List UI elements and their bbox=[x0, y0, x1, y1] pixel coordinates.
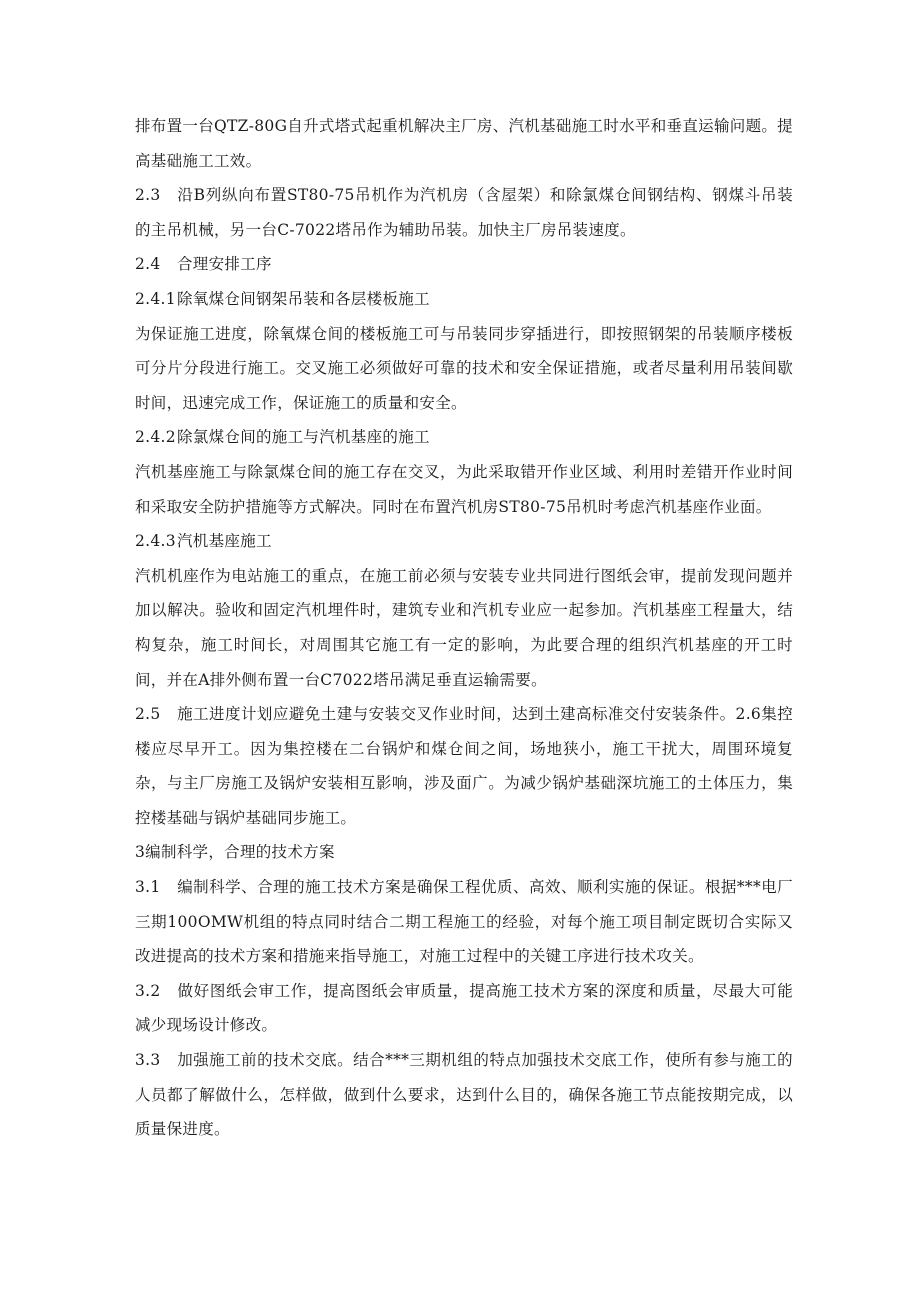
paragraph-text: 做好图纸会审工作，提高图纸会审质量，提高施工技术方案的深度和质量，尽最大可能减少现场设计修改。 bbox=[135, 981, 793, 1035]
section-number: 2.4 bbox=[135, 255, 161, 274]
paragraph-text: 编制科学、合理的施工技术方案是确保工程优质、高效、顺利实施的保证。根据***电厂三期100OMW机组的特点同时结合二期工程施工的经验，对每个施工项目制定既切合实际又改进提高的技术方案和措施来指导施工，对施工过程中的关键工序进行技术攻关。 bbox=[135, 878, 793, 966]
paragraph-2-5 bbox=[135, 697, 793, 835]
section-number: 3.1 bbox=[135, 878, 161, 897]
paragraph-text: 为保证施工进度，除氧煤仓间的楼板施工可与吊装同步穿插进行，即按照钢架的吊装顺序楼板可分片分段进行施工。交叉施工必须做好可靠的技术和安全保证措施，或者尽量利用吊装间歇时间，迅速完成工作，保证施工的质量和安全。 bbox=[135, 324, 793, 412]
heading-text: 除氧煤仓间钢架吊装和各层楼板施工 bbox=[177, 289, 430, 308]
heading-2-4-2 bbox=[135, 420, 793, 455]
heading-text: 3编制科学，合理的技术方案 bbox=[135, 843, 335, 862]
paragraph-text: 加强施工前的技术交底。结合***三期机组的特点加强技术交底工作，使所有参与施工的人员都了解做什么，怎样做，做到什么要求，达到什么目的，确保各施工节点能按期完成，以质量保进度。 bbox=[135, 1051, 793, 1139]
heading-text: 合理安排工序 bbox=[177, 255, 272, 274]
section-number: 2.4.2 bbox=[135, 428, 176, 447]
section-number: 2.4.3 bbox=[135, 532, 176, 551]
section-number: 2.3 bbox=[135, 186, 161, 205]
heading-2-4-3 bbox=[135, 524, 793, 559]
paragraph-3-2 bbox=[135, 974, 793, 1043]
paragraph-text: 施工进度计划应避免土建与安装交叉作业时间，达到土建高标准交付安装条件。2.6集控楼应尽早开工。因为集控楼在二台锅炉和煤仓间之间，场地狭小，施工干扰大，周围环境复杂，与主厂房施工及锅炉安装相互影响，涉及面广。为减少锅炉基础深坑施工的土体压力，集控楼基础与锅炉基础同步施工。 bbox=[135, 705, 793, 827]
paragraph-text: 排布置一台QTZ-80G自升式塔式起重机解决主厂房、汽机基础施工时水平和垂直运输问题。提高基础施工工效。 bbox=[135, 117, 793, 170]
heading-3 bbox=[135, 835, 793, 870]
heading-2-4 bbox=[135, 247, 793, 282]
paragraph-2-4-1-body bbox=[135, 317, 793, 421]
paragraph-3-1 bbox=[135, 870, 793, 974]
section-number: 2.4.1 bbox=[135, 289, 176, 308]
heading-text: 除氯煤仓间的施工与汽机基座的施工 bbox=[177, 428, 430, 447]
heading-2-4-1 bbox=[135, 282, 793, 317]
paragraph-3-3 bbox=[135, 1043, 793, 1147]
section-number: 2.5 bbox=[135, 705, 161, 724]
paragraph-text: 沿B列纵向布置ST80-75吊机作为汽机房（含屋架）和除氯煤仓间钢结构、钢煤斗吊装的主吊机械，另一台C-7022塔吊作为辅助吊装。加快主厂房吊装速度。 bbox=[135, 186, 793, 239]
section-number: 3.2 bbox=[135, 981, 161, 1000]
paragraph-2-3 bbox=[135, 178, 793, 247]
paragraph-continuation bbox=[135, 109, 793, 178]
section-number: 3.3 bbox=[135, 1051, 161, 1070]
paragraph-text: 汽机基座施工与除氯煤仓间的施工存在交叉，为此采取错开作业区域、利用时差错开作业时间和采取安全防护措施等方式解决。同时在布置汽机房ST80-75吊机时考虑汽机基座作业面。 bbox=[135, 462, 793, 516]
paragraph-text: 汽机机座作为电站施工的重点，在施工前必须与安装专业共同进行图纸会审，提前发现问题并加以解决。验收和固定汽机埋件时，建筑专业和汽机专业应一起参加。汽机基座工程量大，结构复杂，施工时间长，对周围其它施工有一定的影响，为此要合理的组织汽机基座的开工时间，并在A排外侧布置一台C7022塔吊满足垂直运输需要。 bbox=[135, 566, 793, 689]
paragraph-2-4-3-body bbox=[135, 559, 793, 697]
paragraph-2-4-2-body bbox=[135, 455, 793, 524]
heading-text: 汽机基座施工 bbox=[177, 532, 272, 551]
document-body bbox=[135, 109, 793, 1147]
